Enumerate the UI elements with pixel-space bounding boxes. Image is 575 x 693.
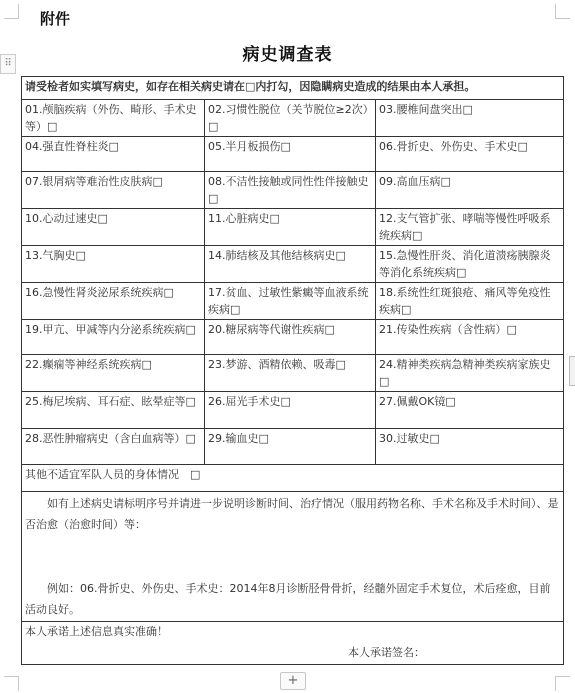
side-panel-tab[interactable]	[569, 356, 575, 386]
attachment-label: 附件	[40, 10, 71, 28]
item-cell[interactable]: 30.过敏史□	[376, 429, 564, 465]
medical-history-table	[21, 76, 564, 665]
table-row	[22, 246, 564, 283]
item-cell[interactable]: 01.颅脑疾病（外伤、畸形、手术史等）□	[22, 100, 205, 137]
signature-label: 本人承诺签名：	[348, 646, 426, 659]
table-row	[22, 137, 564, 172]
item-cell[interactable]: 25.梅尼埃病、耳石症、眩晕症等□	[22, 392, 205, 429]
item-cell[interactable]: 18.系统性红斑狼疮、痛风等免疫性疾病□	[376, 283, 564, 320]
page-corner-mark	[4, 4, 19, 19]
page-corner-mark	[555, 4, 570, 19]
item-cell[interactable]: 04.强直性脊柱炎□	[22, 137, 205, 172]
item-cell[interactable]: 08.不洁性接触或同性性伴接触史□	[205, 172, 376, 209]
item-cell[interactable]: 07.银屑病等难治性皮肤病□	[22, 172, 205, 209]
item-cell[interactable]: 11.心脏病史□	[205, 209, 376, 246]
table-row	[22, 392, 564, 429]
item-cell[interactable]: 29.输血史□	[205, 429, 376, 465]
table-row	[22, 320, 564, 355]
item-cell[interactable]: 13.气胸史□	[22, 246, 205, 283]
detail-example: 例如：06.骨折史、外伤史、手术史：2014年8月诊断胫骨骨折，经髓外固定手术复位，术后痊愈，目前活动良好。	[25, 582, 551, 616]
item-cell[interactable]: 24.精神类疾病急精神类疾病家族史□	[376, 355, 564, 392]
table-row	[22, 209, 564, 246]
table-row	[22, 283, 564, 320]
table-row	[22, 100, 564, 137]
item-cell[interactable]: 23.梦游、酒精依赖、吸毒□	[205, 355, 376, 392]
item-cell[interactable]: 15.急慢性肝炎、消化道溃疡胰腺炎等消化系统疾病□	[376, 246, 564, 283]
notice-text: 请受检者如实填写病史，如存在相关病史请在□内打勾，因隐瞒病史造成的结果由本人承担。	[22, 77, 564, 100]
item-cell[interactable]: 09.高血压病□	[376, 172, 564, 209]
page-corner-mark	[555, 676, 570, 691]
item-cell[interactable]: 10.心动过速史□	[22, 209, 205, 246]
item-cell[interactable]: 12.支气管扩张、哮喘等慢性呼吸系统疾病□	[376, 209, 564, 246]
item-cell[interactable]: 19.甲亢、甲减等内分泌系统疾病□	[22, 320, 205, 355]
table-row	[22, 429, 564, 465]
page-corner-mark	[4, 676, 19, 691]
item-cell[interactable]: 20.糖尿病等代谢性疾病□	[205, 320, 376, 355]
item-cell[interactable]: 17.贫血、过敏性紫癜等血液系统疾病□	[205, 283, 376, 320]
table-row	[22, 355, 564, 392]
item-cell[interactable]: 22.癫痫等神经系统疾病□	[22, 355, 205, 392]
item-cell[interactable]: 03.腰椎间盘突出□	[376, 100, 564, 137]
item-cell[interactable]: 05.半月板损伤□	[205, 137, 376, 172]
table-row	[22, 172, 564, 209]
detail-cell[interactable]	[22, 492, 564, 622]
item-cell[interactable]: 26.屈光手术史□	[205, 392, 376, 429]
item-cell[interactable]: 21.传染性疾病（含性病）□	[376, 320, 564, 355]
item-cell[interactable]: 14.肺结核及其他结核病史□	[205, 246, 376, 283]
add-row-button[interactable]: +	[280, 672, 306, 690]
item-cell[interactable]: 27.佩戴OK镜□	[376, 392, 564, 429]
promise-cell[interactable]	[22, 622, 564, 665]
item-cell[interactable]: 02.习惯性脱位（关节脱位≥2次）□	[205, 100, 376, 137]
promise-text: 本人承诺上述信息真实准确！	[25, 625, 168, 638]
other-condition-cell[interactable]: 其他不适宜军队人员的身体情况 □	[22, 465, 564, 492]
table-drag-handle-icon[interactable]: ⠿	[0, 54, 16, 74]
page-title: 病史调查表	[242, 45, 333, 65]
item-cell[interactable]: 28.恶性肿瘤病史（含白血病等）□	[22, 429, 205, 465]
item-cell[interactable]: 16.急慢性肾炎泌尿系统疾病□	[22, 283, 205, 320]
item-cell[interactable]: 06.骨折史、外伤史、手术史□	[376, 137, 564, 172]
detail-instruction: 如有上述病史请标明序号并请进一步说明诊断时间、治疗情况（服用药物名称、手术名称及手术时间）、是否治愈（治愈时间）等：	[25, 497, 559, 531]
